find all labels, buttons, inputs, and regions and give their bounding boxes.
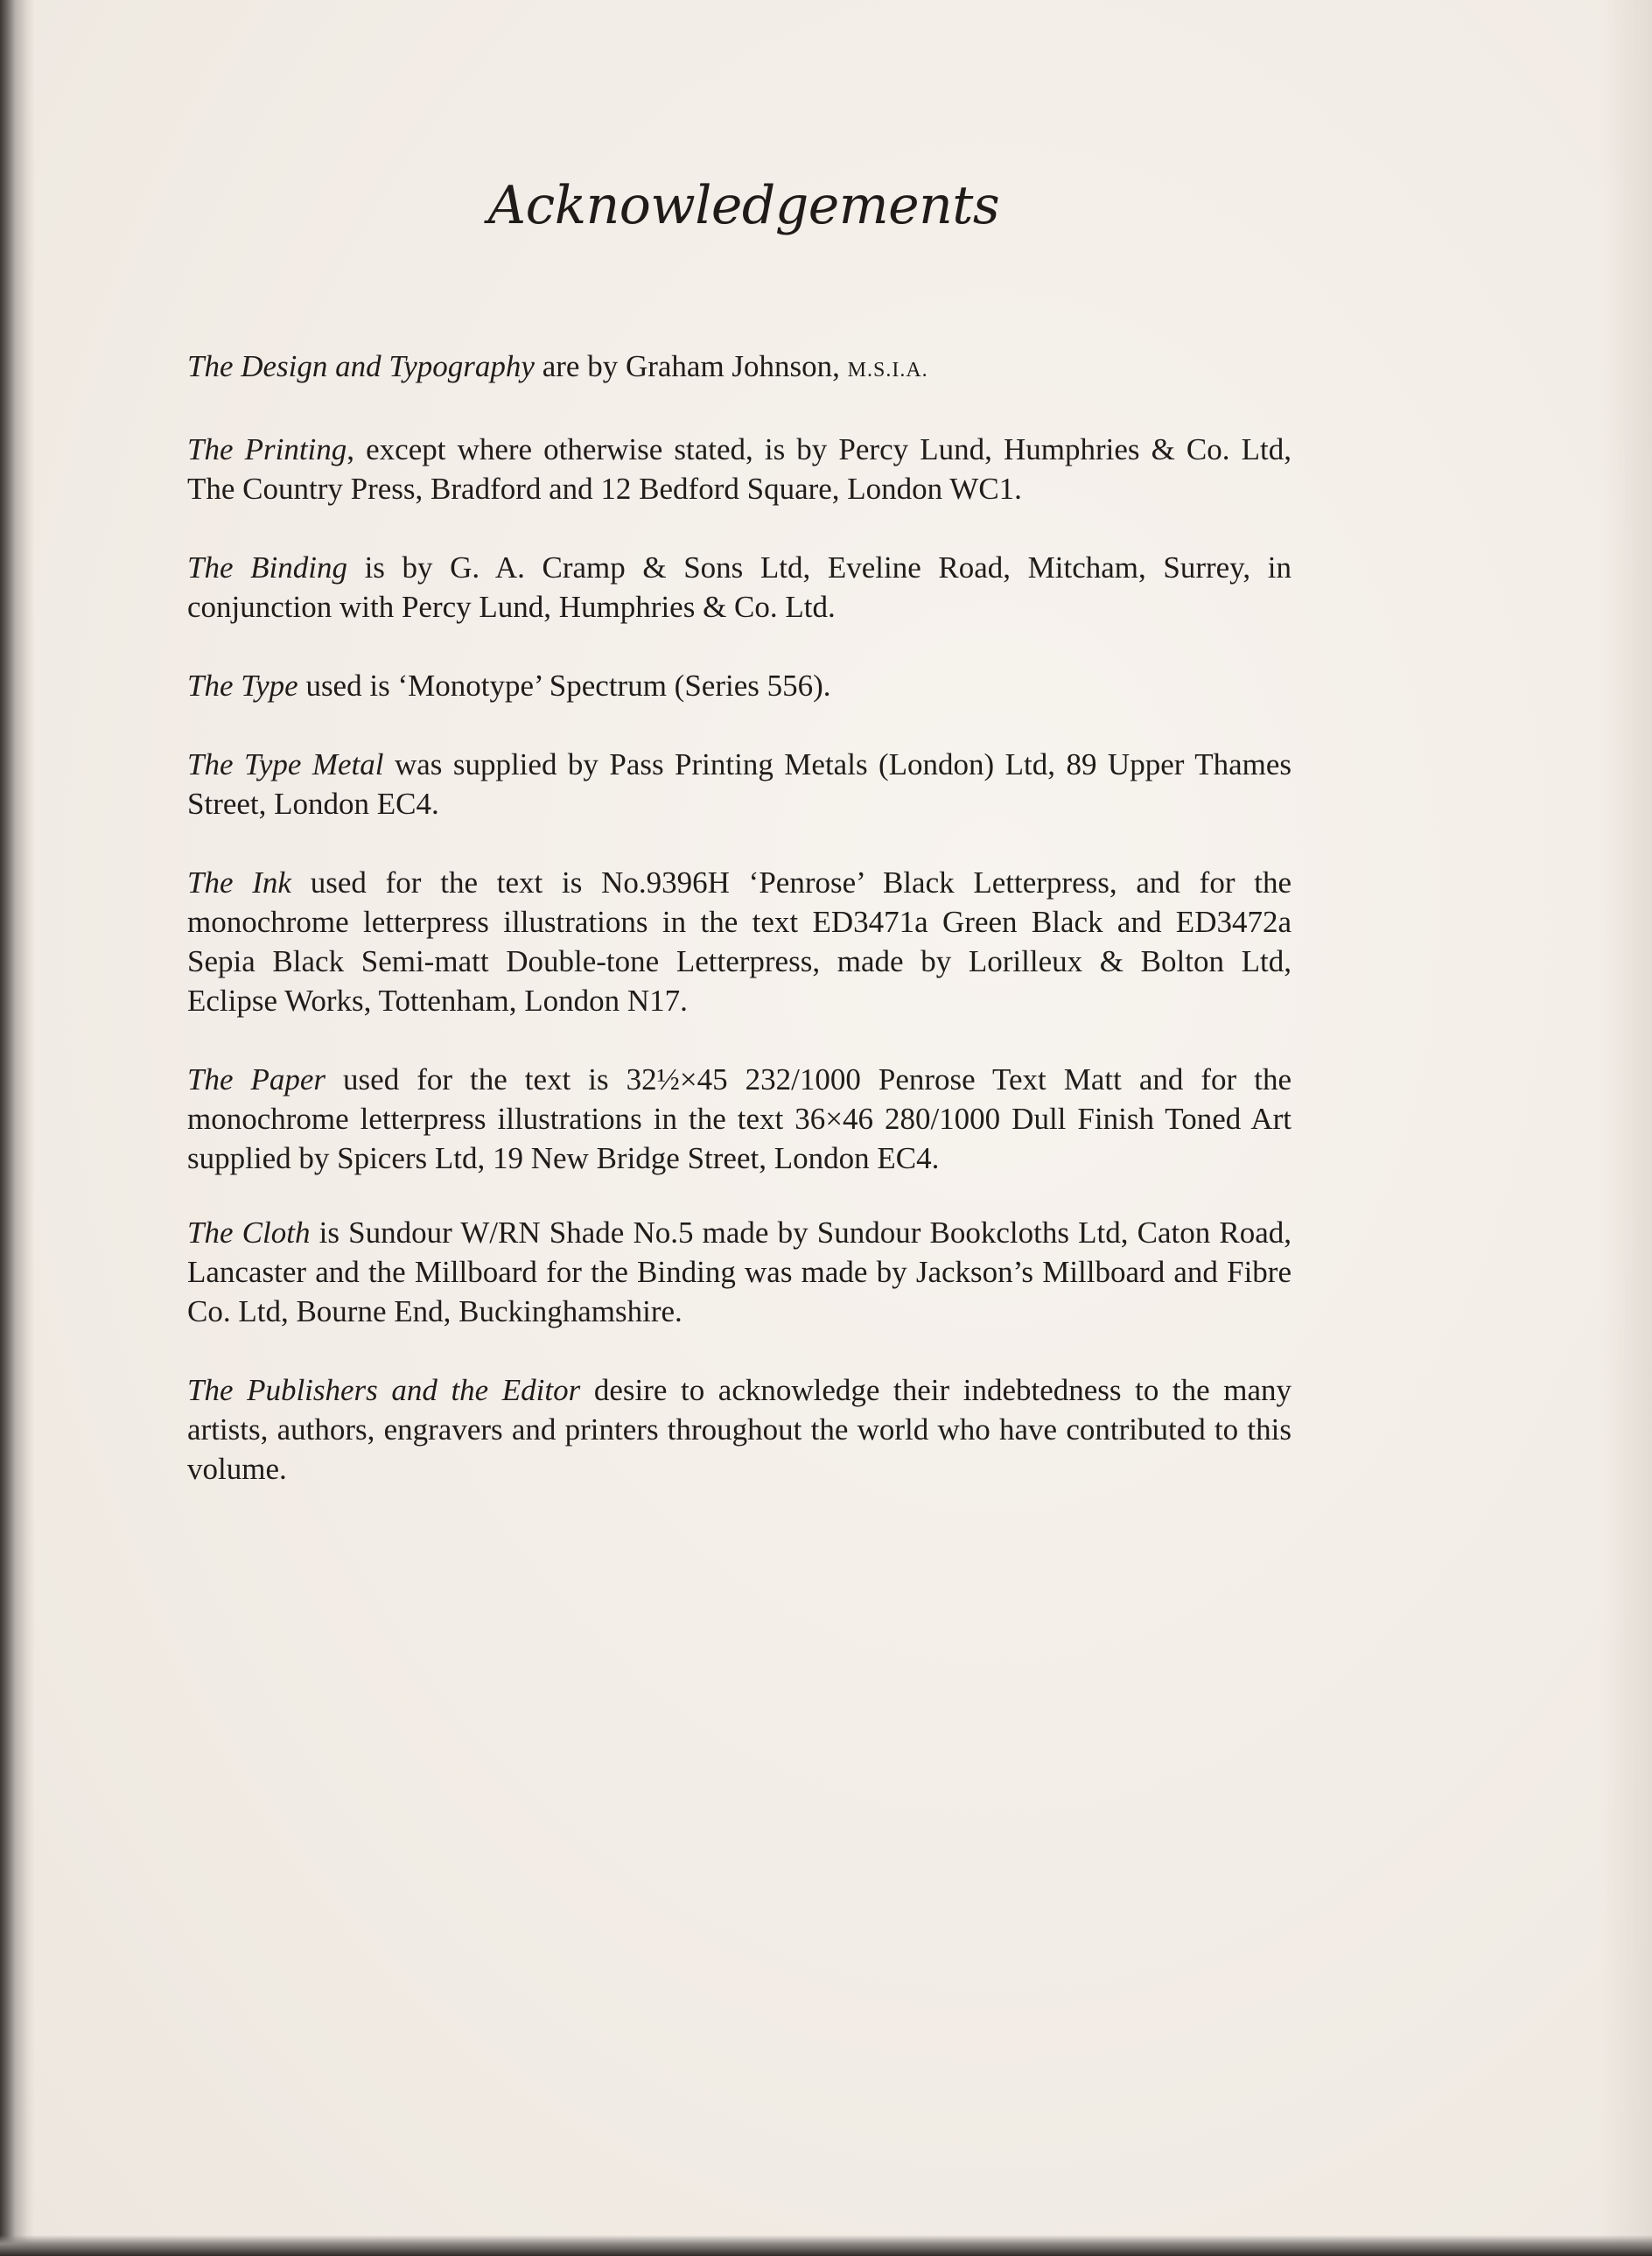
paragraph-text: , except where otherwise stated, is by Percy Lund, Humphries & Co. Ltd, The Country Press, Bradford and 12 Bedford Square, London WC1. — [187, 432, 1292, 506]
paragraph-text: used for the text is No.9396H ‘Penrose’ Black Letterpress, and for the monochrome letterpress illustrations in the text ED3471a Green Black and ED3472a Sepia Black Semi-matt Double-tone Letterpress, made by Lorilleux & Bolton Ltd, Eclipse Works, Tottenham, London N17. — [187, 865, 1292, 1018]
paragraph-lead: The Printing — [187, 432, 347, 466]
paragraph-text: is Sundour W/RN Shade No.5 made by Sundour Bookcloths Ltd, Caton Road, Lancaster and the Millboard for the Binding was made by Jackson’s Millboard and Fibre Co. Ltd, Bourne End, Buckinghamshire. — [187, 1216, 1292, 1328]
page-title: Acknowledgements — [487, 175, 1000, 236]
paragraph-text: used for the text is 32½×45 232/1000 Penrose Text Matt and for the monochrome letterpress illustrations in the text 36×46 280/1000 Dull Finish Toned Art supplied by Spicers Ltd, 19 New Bridge Street, London EC4. — [187, 1062, 1292, 1175]
paragraph-lead: The Type — [187, 669, 298, 703]
paragraph-text: desire to acknowledge their indebtedness to the many artists, authors, engravers and printers throughout the world who have contributed to this volume. — [187, 1373, 1292, 1486]
paragraph-text: used is ‘Monotype’ Spectrum (Series 556). — [298, 669, 831, 703]
paragraph-printing — [187, 430, 1292, 508]
paragraph-lead: The Design and Typography — [187, 349, 535, 383]
page-bottom-edge — [0, 2235, 1652, 2256]
paragraph-design — [187, 347, 1292, 390]
paragraph-lead: The Cloth — [187, 1216, 311, 1250]
paragraph-text: is by G. A. Cramp & Sons Ltd, Eveline Road, Mitcham, Surrey, in conjunction with Percy Lund, Humphries & Co. Ltd. — [187, 550, 1292, 624]
paragraph-paper — [187, 1060, 1292, 1178]
paragraph-lead: The Binding — [187, 550, 347, 585]
paragraph-lead: The Paper — [187, 1062, 326, 1096]
paragraph-type-metal — [187, 745, 1292, 823]
paragraph-ink — [187, 863, 1292, 1020]
paragraph-type — [187, 666, 1292, 705]
paragraph-binding — [187, 548, 1292, 627]
paragraph-lead: The Ink — [187, 865, 291, 900]
paragraph-lead: The Type Metal — [187, 747, 384, 781]
paragraph-text: was supplied by Pass Printing Metals (London) Ltd, 89 Upper Thames Street, London EC4. — [187, 747, 1292, 821]
paragraph-cloth — [187, 1213, 1292, 1331]
credential-abbreviation: M.S.I.A. — [847, 359, 928, 382]
acknowledgements-body — [187, 347, 1292, 1528]
paragraph-publishers — [187, 1370, 1292, 1489]
paragraph-text: are by Graham Johnson, — [534, 349, 848, 383]
paragraph-lead: The Publishers and the Editor — [187, 1373, 581, 1407]
book-spine-edge — [0, 0, 35, 2256]
page-shadow — [1600, 0, 1652, 2256]
